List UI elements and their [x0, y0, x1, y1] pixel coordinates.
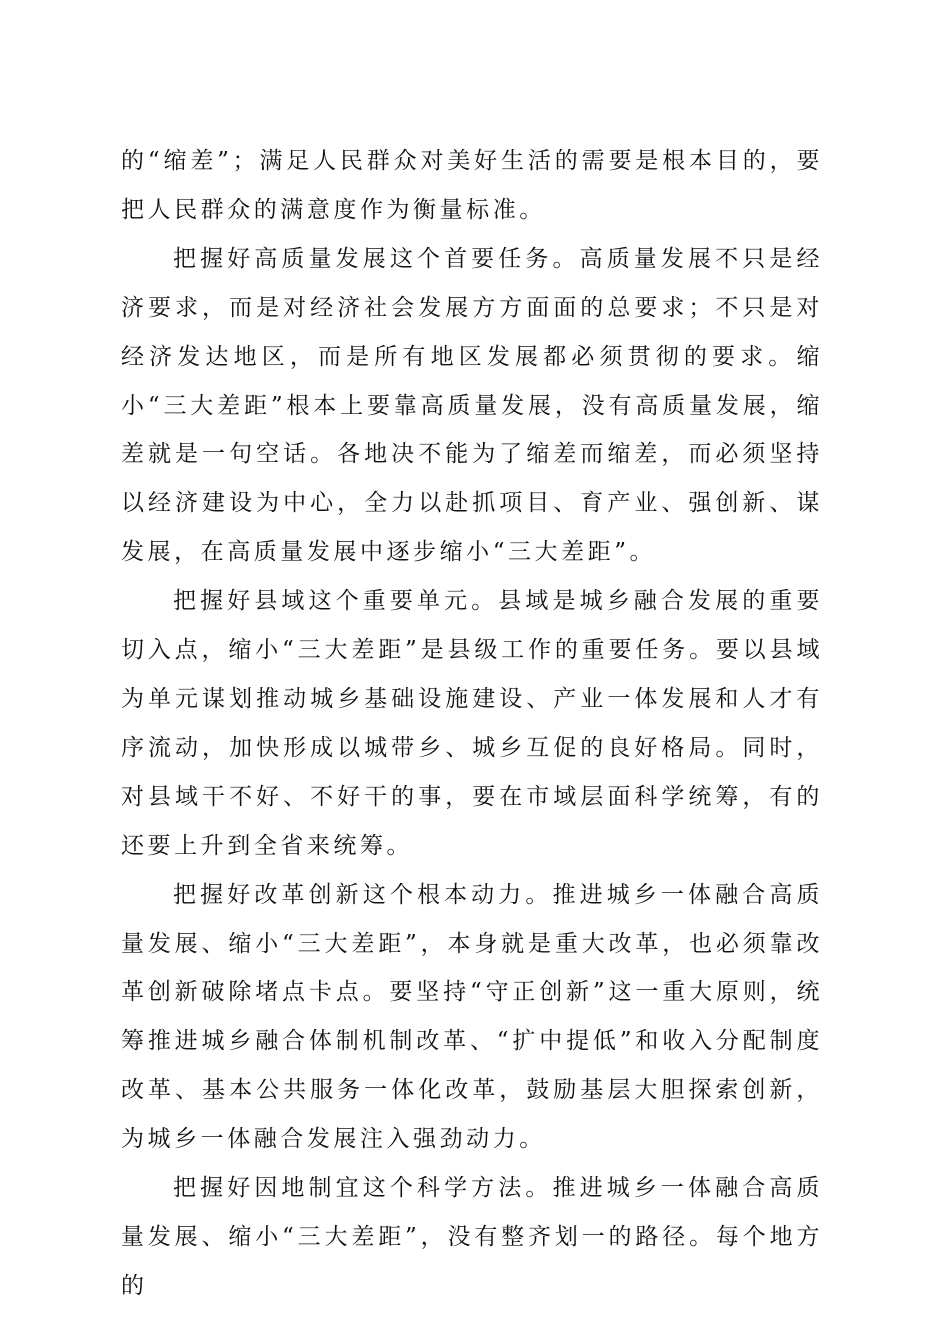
paragraph-local-conditions: 把握好因地制宜这个科学方法。推进城乡一体融合高质量发展、缩小“三大差距”，没有整齐划一的路径。每个地方的	[121, 1175, 823, 1299]
document-body	[121, 137, 823, 1311]
paragraph-county-unit: 把握好县域这个重要单元。县域是城乡融合发展的重要切入点，缩小“三大差距”是县级工作的重要任务。要以县域为单元谋划推动城乡基础设施建设、产业一体发展和人才有序流动，加快形成以城带乡、城乡互促的良好格局。同时，对县域干不好、不好干的事，要在市域层面科学统筹，有的还要上升到全省来统筹。	[121, 588, 823, 859]
paragraph-reform-innovation: 把握好改革创新这个根本动力。推进城乡一体融合高质量发展、缩小“三大差距”，本身就是重大改革，也必须靠改革创新破除堵点卡点。要坚持“守正创新”这一重大原则，统筹推进城乡融合体制机制改革、“扩中提低”和收入分配制度改革、基本公共服务一体化改革，鼓励基层大胆探索创新，为城乡一体融合发展注入强劲动力。	[121, 881, 823, 1153]
paragraph-continuation: 的“缩差”；满足人民群众对美好生活的需要是根本目的，要把人民群众的满意度作为衡量标准。	[121, 148, 823, 223]
paragraph-high-quality-development: 把握好高质量发展这个首要任务。高质量发展不只是经济要求，而是对经济社会发展方方面面的总要求；不只是对经济发达地区，而是所有地区发展都必须贯彻的要求。缩小“三大差距”根本上要靠高质量发展，没有高质量发展，缩差就是一句空话。各地决不能为了缩差而缩差，而必须坚持以经济建设为中心，全力以赴抓项目、育产业、强创新、谋发展，在高质量发展中逐步缩小“三大差距”。	[121, 245, 823, 566]
